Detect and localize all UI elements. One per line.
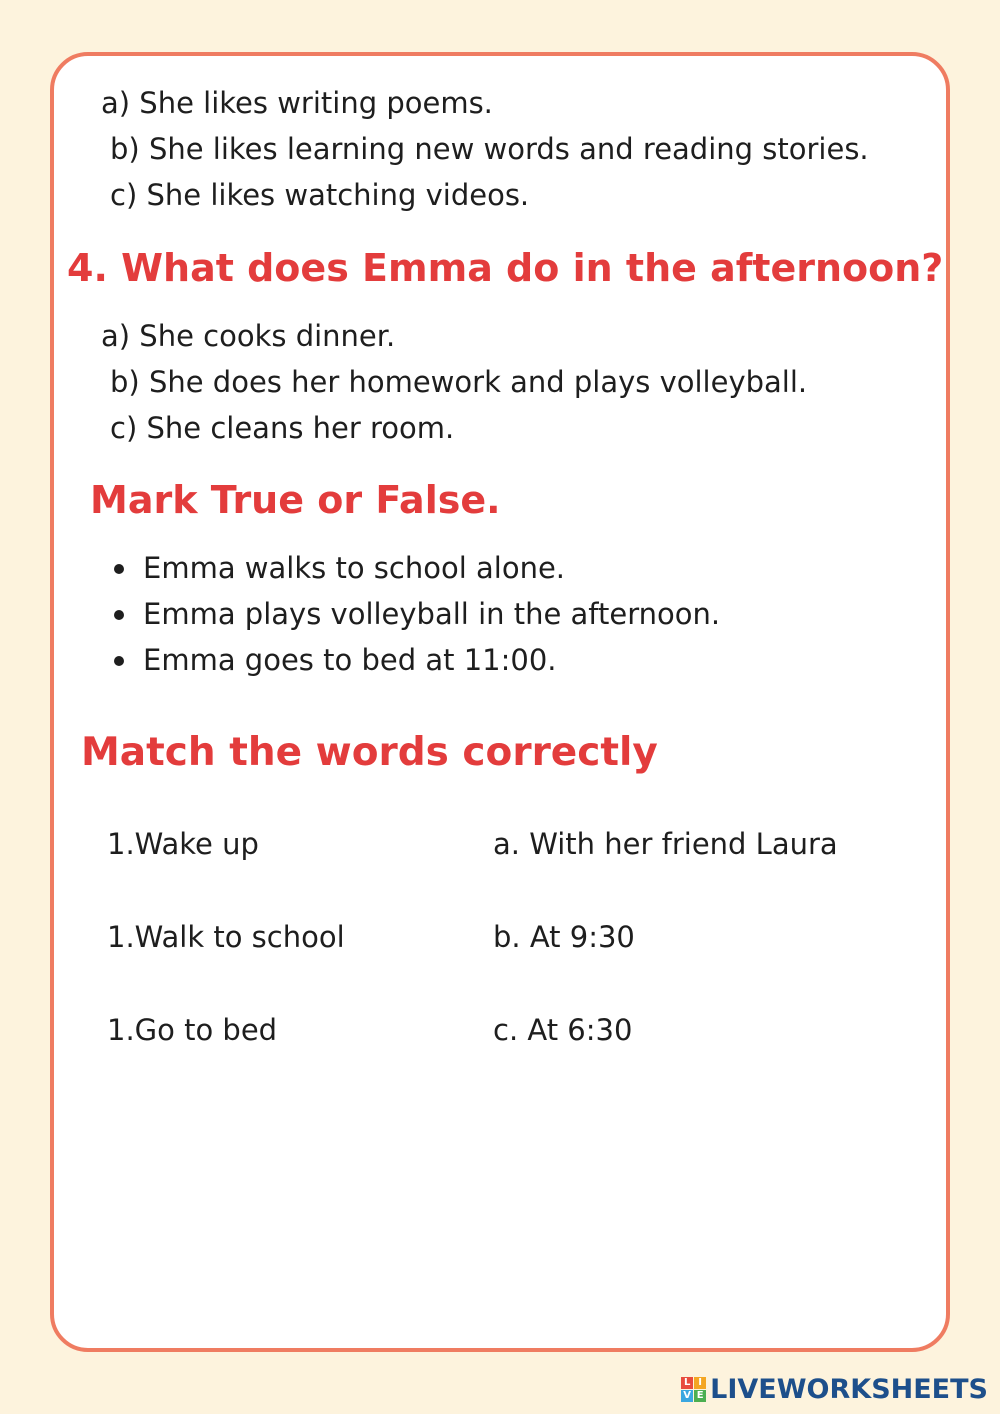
match-title: Match the words correctly (81, 730, 658, 775)
true-false-title: Mark True or False. (90, 478, 501, 522)
logo-letter: V (681, 1390, 693, 1402)
q3-option-b: b) She likes learning new words and reading stories. (110, 132, 869, 166)
match-left-2: 1.Walk to school (107, 920, 345, 954)
match-left-1: 1.Wake up (107, 827, 259, 861)
brand-name: LIVEWORKSHEETS (710, 1374, 988, 1405)
match-left-3: 1.Go to bed (107, 1013, 278, 1047)
logo-letter: I (694, 1377, 706, 1389)
liveworksheets-brand (681, 1374, 988, 1405)
bullet (114, 610, 124, 620)
q4-option-b: b) She does her homework and plays volleyball. (110, 365, 808, 399)
match-right-b: b. At 9:30 (493, 920, 635, 954)
q4-title: 4. What does Emma do in the afternoon? (67, 246, 944, 290)
logo-letter: L (681, 1377, 693, 1389)
logo-letter: E (694, 1390, 706, 1402)
q4-option-c: c) She cleans her room. (110, 411, 455, 445)
q3-option-c: c) She likes watching videos. (110, 178, 530, 212)
q4-option-a: a) She cooks dinner. (101, 319, 396, 353)
true-false-item-2: Emma plays volleyball in the afternoon. (143, 597, 721, 631)
bullet (114, 656, 124, 666)
q3-option-a: a) She likes writing poems. (101, 86, 493, 120)
match-right-c: c. At 6:30 (493, 1013, 633, 1047)
liveworksheets-logo-icon (681, 1377, 706, 1402)
bullet (114, 564, 124, 574)
true-false-item-3: Emma goes to bed at 11:00. (143, 643, 557, 677)
match-right-a: a. With her friend Laura (493, 827, 838, 861)
true-false-item-1: Emma walks to school alone. (143, 551, 566, 585)
